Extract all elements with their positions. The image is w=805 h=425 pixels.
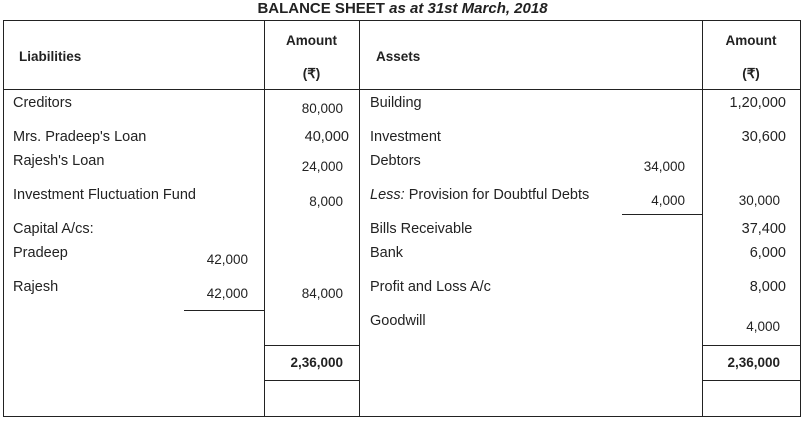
liability-pradeep-loan-amount: 40,000 — [304, 129, 349, 145]
liability-pradeep-loan-label: Mrs. Pradeep's Loan — [13, 129, 147, 145]
asset-investment-label: Investment — [370, 129, 441, 145]
assets-col-start — [359, 20, 360, 417]
asset-bank-label: Bank — [370, 245, 404, 261]
header-assets: Assets — [376, 49, 421, 64]
asset-bills-receivable-amount: 37,400 — [741, 221, 786, 237]
header-amount-right: Amount — [725, 33, 777, 48]
table-bottom-border — [3, 416, 801, 417]
total-bottom-line-right — [702, 380, 801, 381]
page-title — [0, 0, 805, 17]
header-currency-left: (₹) — [302, 66, 321, 81]
table-top-border — [3, 20, 801, 21]
asset-debtors-net-amount: 30,000 — [738, 193, 780, 208]
asset-goodwill-amount: 4,000 — [746, 319, 780, 334]
total-top-line-left — [264, 345, 359, 346]
asset-building-amount: 1,20,000 — [729, 95, 786, 111]
liability-iff-amount: 8,000 — [309, 194, 343, 209]
title-main: BALANCE SHEET — [257, 0, 385, 17]
header-liabilities: Liabilities — [19, 49, 82, 64]
asset-debtors-label: Debtors — [370, 153, 421, 169]
asset-provision-label — [370, 187, 589, 203]
asset-provision-less: Less: — [370, 187, 405, 203]
capital-subtotal-line — [184, 310, 264, 311]
liability-rajesh-loan-amount: 24,000 — [301, 159, 343, 174]
header-bottom-border — [3, 89, 801, 90]
liability-rajesh-label: Rajesh — [13, 279, 59, 295]
liabilities-total: 2,36,000 — [290, 355, 343, 370]
asset-bank-amount: 6,000 — [749, 245, 786, 261]
liability-creditors-amount: 80,000 — [301, 101, 343, 116]
table-right-border — [800, 20, 801, 417]
total-top-line-right — [702, 345, 801, 346]
liability-pradeep-label: Pradeep — [13, 245, 68, 261]
liability-creditors-label: Creditors — [13, 95, 72, 111]
asset-goodwill-label: Goodwill — [370, 313, 426, 329]
header-currency-right: (₹) — [742, 66, 760, 81]
asset-debtors-sub-amount: 34,000 — [643, 159, 685, 174]
liability-rajesh-loan-label: Rajesh's Loan — [13, 153, 105, 169]
liability-capital-heading: Capital A/cs: — [13, 221, 94, 237]
liability-rajesh-sub-amount: 42,000 — [206, 286, 248, 301]
asset-bills-receivable-label: Bills Receivable — [370, 221, 473, 237]
table-left-border — [3, 20, 4, 417]
liability-pradeep-sub-amount: 42,000 — [206, 252, 248, 267]
asset-profit-loss-label: Profit and Loss A/c — [370, 279, 491, 295]
liability-iff-label: Investment Fluctuation Fund — [13, 187, 196, 203]
asset-profit-loss-amount: 8,000 — [749, 279, 786, 295]
liability-capital-amount: 84,000 — [301, 286, 343, 301]
asset-building-label: Building — [370, 95, 422, 111]
header-amount-left: Amount — [286, 33, 337, 48]
title-suffix: as at 31st March, 2018 — [389, 0, 548, 17]
asset-provision-text: Provision for Doubtful Debts — [408, 187, 590, 203]
assets-total: 2,36,000 — [727, 355, 780, 370]
debtors-subtotal-line — [622, 214, 702, 215]
asset-investment-amount: 30,600 — [741, 129, 786, 145]
total-bottom-line-left — [264, 380, 359, 381]
asset-provision-sub-amount: 4,000 — [651, 193, 685, 208]
